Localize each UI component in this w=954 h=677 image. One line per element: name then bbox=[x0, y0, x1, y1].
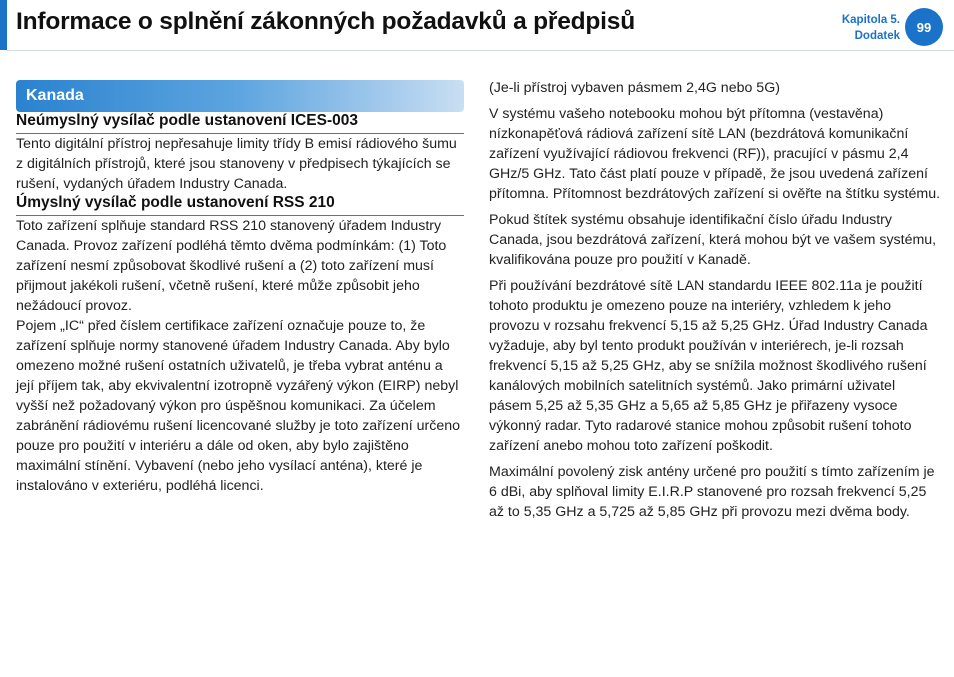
ic-label-paragraph: Pokud štítek systému obsahuje identifikační číslo úřadu Industry Canada, jsou bezdrátová zařízení, která mohou být ve vašem systému, kvalifikována pouze pro použití v Kanadě. bbox=[489, 212, 937, 268]
page-number-badge: 99 bbox=[905, 8, 943, 46]
right-column bbox=[489, 78, 941, 522]
ices-003-heading: Neúmyslný vysílač podle ustanovení ICES-003 bbox=[16, 112, 464, 134]
section-title-bar: Kanada bbox=[16, 80, 464, 112]
rss-210-paragraph-2: Pojem „IC“ před číslem certifikace zařízení označuje pouze to, že zařízení splňuje normy stanovené úřadem Industry Canada. Aby bylo omezeno možné rušení ostatních uživatelů, je třeba vybrat anténu a její příjem tak, aby ekvivalentní izotropně vyzářený výkon (EIRP) nebyl vyšší než požadovaný výkon pro úspěšnou komunikaci. Za účelem zabránění rádiovému rušení licencované služby je toto zařízení určeno pouze pro použití v interiéru a dále od oken, aby bylo zajištěno maximální stínění. Vybavení (nebo jeho vysílací anténa), které je instalováno v exteriéru, podléhá licenci. bbox=[16, 318, 461, 494]
ices-003-paragraph: Tento digitální přístroj nepřesahuje limity třídy B emisí rádiového šumu z digitálních přístrojů, které jsou stanoveny v předpisech týkajících se rušení, vydaných úřadem Industry Canada. bbox=[16, 136, 457, 192]
left-column bbox=[16, 80, 464, 496]
chapter-label bbox=[842, 12, 900, 44]
antenna-gain-paragraph: Maximální povolený zisk antény určené pro použití s tímto zařízením je 6 dBi, aby splňoval limity E.I.R.P stanovené pro rozsah frekvencí 5,25 až to 5,35 GHz a 5,725 až 5,85 GHz při provozu mezi dvěma body. bbox=[489, 464, 935, 520]
header-accent-bar bbox=[0, 0, 7, 50]
rss-210-heading: Úmyslný vysílač podle ustanovení RSS 210 bbox=[16, 194, 464, 216]
chapter-number: Kapitola 5. bbox=[841, 14, 900, 26]
page-title: Informace o splnění zákonných požadavků a předpisů bbox=[16, 8, 635, 35]
band-note-paragraph: (Je-li přístroj vybaven pásmem 2,4G nebo 5G) bbox=[489, 80, 780, 96]
chapter-name: Dodatek bbox=[854, 30, 900, 42]
rss-210-paragraph-1: Toto zařízení splňuje standard RSS 210 stanovený úřadem Industry Canada. Provoz zařízení podléhá těmto dvěma podmínkám: (1) Toto zařízení nesmí způsobovat škodlivé rušení a (2) toto zařízení musí přijmout jakékoli rušení, včetně rušení, které může způsobit jeho nežádoucí provoz. bbox=[16, 218, 447, 314]
ieee-802-11a-paragraph: Při používání bezdrátové sítě LAN standardu IEEE 802.11a je použití tohoto produktu je omezeno pouze na interiéry, vzhledem k jeho provozu v rozsahu frekvencí 5,15 až 5,25 GHz. Úřad Industry Canada vyžaduje, aby byl tento produkt používán v interiérech, je-li rozsah frekvencí 5,15 až 5,25 GHz, aby se snížila možnost škodlivého rušení kanálových mobilních satelitních systémů. Jako primární uživatel pásem 5,25 až 5,35 GHz a 5,65 až 5,85 GHz je přiřazeny vysoce výkonný radar. Tyto radarové stanice mohou způsobit rušení tohoto zařízení anebo mohou toto zařízení poškodit. bbox=[489, 278, 928, 454]
wlan-devices-paragraph: V systému vašeho notebooku mohou být přítomna (vestavěna) nízkonapěťová rádiová zařízení sítě LAN (bezdrátová komunikační zařízení využívající rádiovou frekvenci (RF)), pracující v pásmu 2,4 GHz/5 GHz. Tato část platí pouze v případě, že jsou uvedená zařízení přítomna. Přítomnost bezdrátových zařízení si ověřte na štítku systému. bbox=[489, 106, 941, 202]
header-divider bbox=[7, 50, 954, 51]
